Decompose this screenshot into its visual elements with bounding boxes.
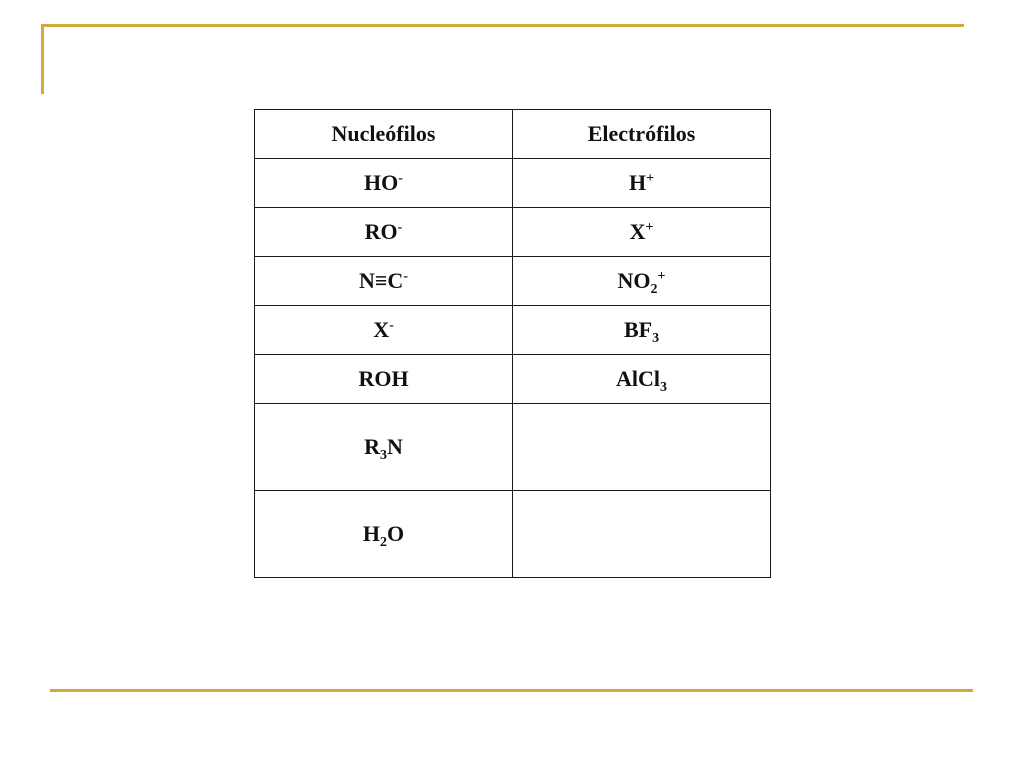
- formula-subscript: 3: [380, 448, 387, 464]
- table-header-row: [255, 110, 771, 159]
- nucleophile-cell: [255, 159, 513, 208]
- table-row: [255, 306, 771, 355]
- header-nucleophiles: Nucleófilos: [255, 110, 513, 159]
- formula-charge: -: [403, 268, 408, 284]
- table-row: [255, 355, 771, 404]
- electrophile-cell: [513, 306, 771, 355]
- bottom-accent-line: [50, 689, 973, 692]
- nucleophile-cell: [255, 491, 513, 578]
- nucleophile-cell: [255, 257, 513, 306]
- nucleophile-cell: [255, 355, 513, 404]
- formula-subscript: 2: [650, 282, 658, 298]
- formula-charge: +: [657, 268, 666, 284]
- table-row: [255, 208, 771, 257]
- formula-tail: N: [387, 434, 403, 459]
- left-accent-line: [41, 24, 44, 94]
- formula-base: RO: [364, 219, 398, 244]
- nucleophile-cell: [255, 404, 513, 491]
- table-row: [255, 404, 771, 491]
- formula-base: BF: [623, 317, 653, 342]
- formula-subscript: 2: [380, 535, 387, 551]
- top-accent-line: [41, 24, 964, 27]
- electrophile-cell: [513, 208, 771, 257]
- nucleophile-electrophile-table: [254, 109, 771, 578]
- formula-base: NO: [617, 268, 651, 293]
- nucleophile-cell: [255, 208, 513, 257]
- formula-charge: -: [389, 317, 394, 333]
- electrophile-cell: [513, 355, 771, 404]
- table-row: [255, 257, 771, 306]
- nucleophile-cell: [255, 306, 513, 355]
- formula-base: H: [362, 521, 380, 546]
- formula-base: H: [628, 170, 647, 195]
- formula-charge: +: [645, 219, 654, 235]
- table-row: [255, 159, 771, 208]
- table-row: [255, 491, 771, 578]
- formula-base: ROH: [358, 366, 409, 391]
- formula-charge: +: [646, 170, 655, 186]
- formula-charge: -: [398, 170, 403, 186]
- formula-subscript: 3: [652, 331, 660, 347]
- formula-base: X: [373, 317, 390, 342]
- formula-subscript: 3: [660, 380, 667, 396]
- formula-base: HO: [364, 170, 399, 195]
- electrophile-cell: [513, 257, 771, 306]
- electrophile-cell-empty: [513, 491, 771, 578]
- electrophile-cell: [513, 159, 771, 208]
- header-electrophiles: Electrófilos: [513, 110, 771, 159]
- formula-base: X: [629, 219, 646, 244]
- formula-base: N≡C: [359, 268, 404, 293]
- formula-base: AlCl: [616, 366, 660, 391]
- formula-tail: O: [387, 521, 405, 546]
- formula-base: R: [364, 434, 380, 459]
- formula-charge: -: [397, 219, 403, 235]
- electrophile-cell-empty: [513, 404, 771, 491]
